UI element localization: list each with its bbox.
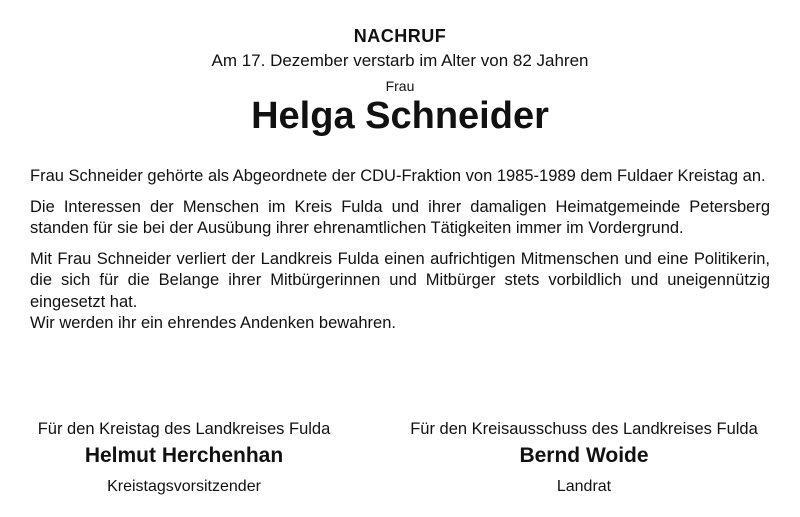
signatory-name: Helmut Herchenhan [84, 444, 284, 467]
signatory-role: Kreistagsvorsitzender [107, 478, 261, 495]
notice-body [30, 166, 770, 344]
signatory-left [4, 418, 364, 498]
notice-header [0, 24, 800, 138]
signatory-right [404, 418, 764, 498]
signatory-name: Bernd Woide [519, 444, 649, 467]
notice-salutation: Frau [385, 78, 415, 94]
body-paragraph: Mit Frau Schneider verliert der Landkreis Fulda einen aufrichtigen Mitmenschen und eine Politikerin, die sich für die Belange ihrer Mitbürgerinnen und Mitbürger stets vorbildlich und uneigennützig eingesetzt hat. [30, 249, 770, 311]
signatory-role: Landrat [556, 478, 612, 495]
body-paragraph: Frau Schneider gehörte als Abgeordnete der CDU-Fraktion von 1985-1989 dem Fuldaer Kreistag an. [30, 167, 766, 185]
notice-heading: NACHRUF [353, 26, 447, 46]
signatory-organization: Für den Kreisausschuss des Landkreises Fulda [410, 420, 758, 438]
deceased-name: Helga Schneider [251, 95, 549, 137]
signatory-organization: Für den Kreistag des Landkreises Fulda [37, 420, 331, 438]
notice-subline: Am 17. Dezember verstarb im Alter von 82 Jahren [211, 51, 589, 70]
body-paragraph: Wir werden ihr ein ehrendes Andenken bewahren. [30, 314, 396, 332]
body-paragraph: Die Interessen der Menschen im Kreis Fulda und ihrer damaligen Heimatgemeinde Petersberg standen für sie bei der Ausübung ihrer ehrenamtlichen Tätigkeiten immer im Vordergrund. [30, 197, 770, 237]
